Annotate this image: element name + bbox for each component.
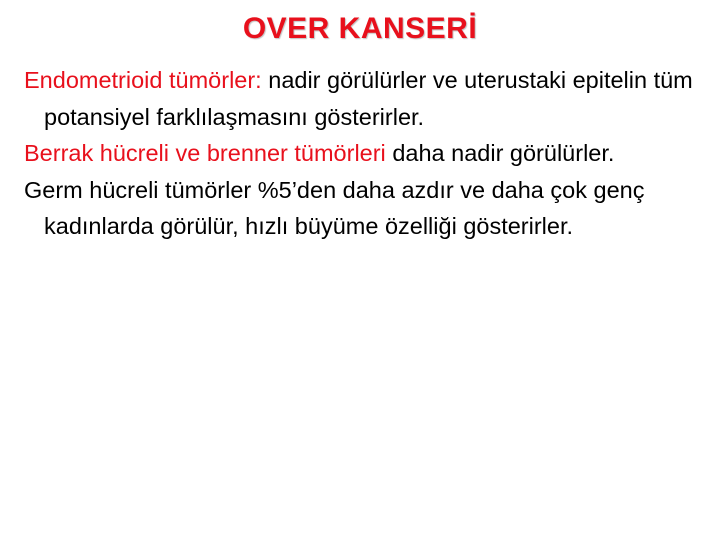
text-germ: Germ hücreli tümörler %5’den daha azdır ve daha çok genç kadınlarda görülür, hızlı büyüme özelliği gösterirler. [24, 176, 645, 239]
slide-title: OVER KANSERİ [242, 12, 478, 45]
slide-body [24, 62, 704, 245]
highlight-berrak: Berrak hücreli ve brenner tümörleri [24, 140, 386, 166]
highlight-endometrioid: Endometrioid tümörler: [24, 67, 262, 93]
text-endometrioid: nadir görülürler ve uterustaki epitelin tüm potansiyel farklılaşmasını gösterirler. [44, 67, 693, 130]
text-berrak: daha nadir görülürler. [385, 140, 615, 166]
paragraph-endometrioid [24, 62, 704, 135]
paragraph-germ [24, 172, 704, 245]
paragraph-berrak [24, 135, 704, 172]
